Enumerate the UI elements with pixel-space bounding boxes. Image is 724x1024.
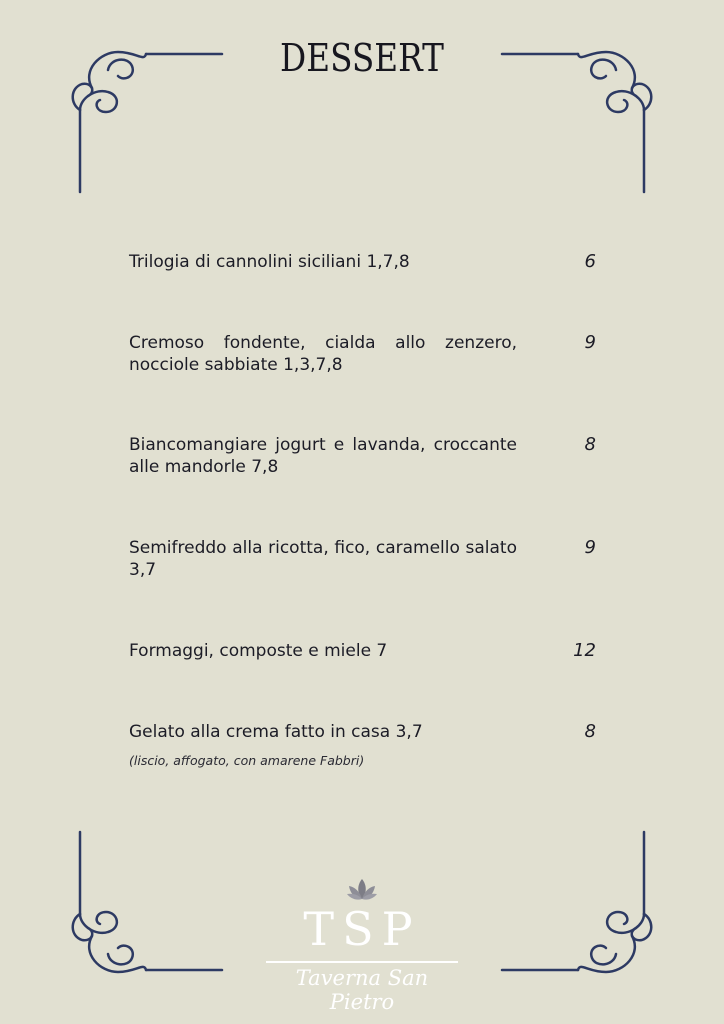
item-note: (liscio, affogato, con amarene Fabbri)	[129, 753, 365, 768]
item-price: 8	[584, 434, 596, 455]
item-name: Gelato alla crema fatto in casa 3,7	[129, 722, 423, 742]
restaurant-logo	[262, 872, 462, 1014]
menu-item	[129, 640, 517, 662]
item-price: 12	[573, 640, 596, 661]
item-name: Cremoso fondente, cialda allo zenzero, nocciole sabbiate 1,3,7,8	[129, 333, 517, 375]
logo-letters: TSP	[303, 902, 421, 956]
item-price: 9	[584, 537, 596, 558]
item-name: Trilogia di cannolini siciliani 1,7,8	[129, 252, 410, 272]
menu-item	[129, 434, 517, 478]
item-price: 6	[584, 251, 596, 272]
lotus-icon	[347, 877, 377, 903]
menu-item	[129, 251, 517, 273]
corner-top-right	[502, 52, 651, 192]
logo-name: Taverna San Pietro	[295, 966, 429, 1014]
item-name: Formaggi, composte e miele 7	[129, 641, 388, 661]
corner-bottom-right	[502, 832, 651, 972]
item-name: Biancomangiare jogurt e lavanda, croccante alle mandorle 7,8	[129, 435, 517, 477]
item-price: 8	[584, 721, 596, 742]
corner-bottom-left	[73, 832, 222, 972]
menu-item	[129, 721, 517, 768]
item-price: 9	[584, 332, 596, 353]
logo-divider	[266, 961, 458, 963]
menu-item	[129, 537, 517, 581]
menu-item	[129, 332, 517, 376]
menu-title: DESSERT	[280, 36, 444, 80]
item-name: Semifreddo alla ricotta, fico, caramello salato 3,7	[129, 538, 517, 580]
corner-top-left	[73, 52, 222, 192]
